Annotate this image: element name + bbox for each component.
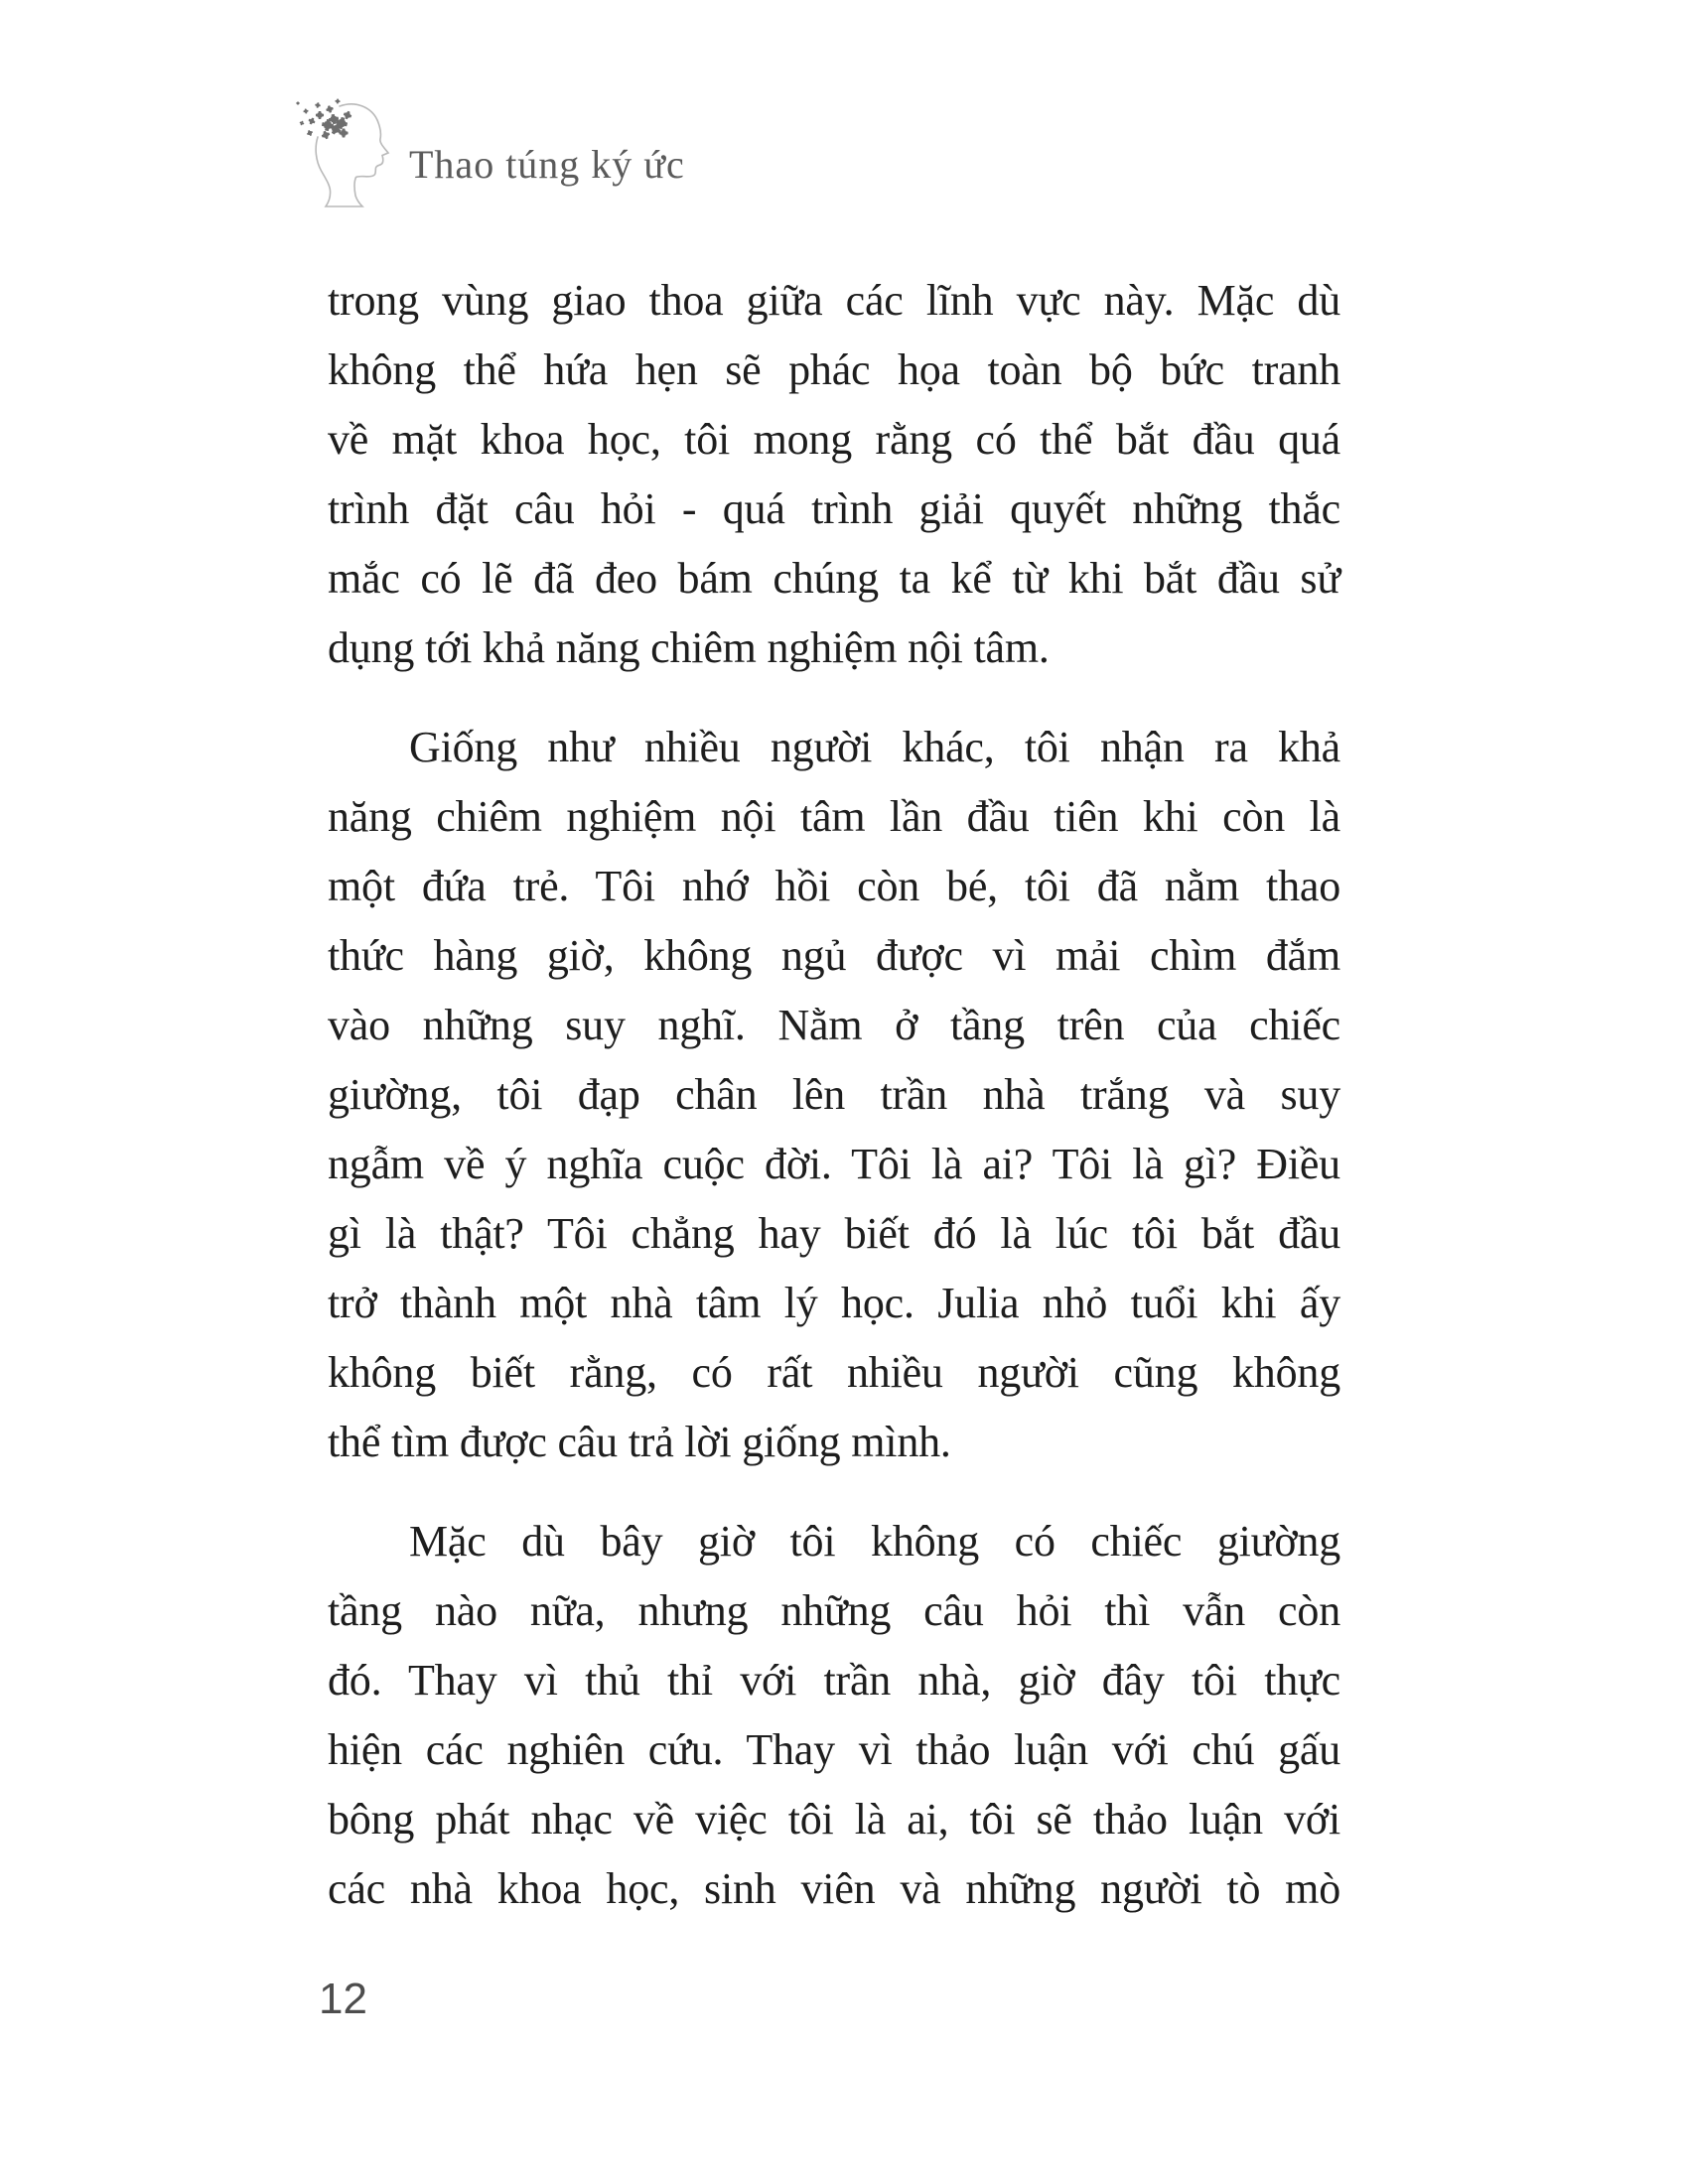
paragraph	[328, 266, 1340, 683]
text-line: một đứa trẻ. Tôi nhớ hồi còn bé, tôi đã nằm thao	[328, 862, 1340, 910]
text-line: mắc có lẽ đã đeo bám chúng ta kể từ khi bắt đầu sử	[328, 554, 1340, 603]
text-line: trở thành một nhà tâm lý học. Julia nhỏ tuổi khi ấy	[328, 1279, 1340, 1327]
running-header-book-title: Thao túng ký ức	[409, 142, 685, 187]
paragraph	[328, 1507, 1340, 1924]
paragraph	[328, 713, 1340, 1477]
text-line: Mặc dù bây giờ tôi không có chiếc giường	[409, 1517, 1340, 1566]
text-line: không biết rằng, có rất nhiều người cũng không	[328, 1348, 1340, 1397]
page-number: 12	[319, 1975, 367, 2023]
body-text	[328, 266, 1340, 1924]
text-line: không thể hứa hẹn sẽ phác họa toàn bộ bức tranh	[328, 345, 1340, 394]
head-puzzle-logo	[290, 93, 407, 212]
text-line: đó. Thay vì thủ thỉ với trần nhà, giờ đây tôi thực	[328, 1656, 1340, 1705]
text-line: ngẫm về ý nghĩa cuộc đời. Tôi là ai? Tôi là gì? Điều	[328, 1140, 1340, 1188]
text-line: bông phát nhạc về việc tôi là ai, tôi sẽ thảo luận với	[328, 1795, 1340, 1843]
text-line: thức hàng giờ, không ngủ được vì mải chìm đắm	[328, 931, 1340, 980]
text-line: vào những suy nghĩ. Nằm ở tầng trên của chiếc	[328, 1001, 1340, 1049]
text-line: tầng nào nữa, nhưng những câu hỏi thì vẫn còn	[328, 1586, 1340, 1635]
text-line: năng chiêm nghiệm nội tâm lần đầu tiên khi còn là	[328, 792, 1340, 841]
text-line: thể tìm được câu trả lời giống mình.	[328, 1418, 951, 1466]
head-profile-outline	[316, 104, 388, 206]
text-line: dụng tới khả năng chiêm nghiệm nội tâm.	[328, 623, 1050, 672]
text-line: hiện các nghiên cứu. Thay vì thảo luận với chú gấu	[328, 1725, 1340, 1774]
text-line: trình đặt câu hỏi - quá trình giải quyết những thắc	[328, 484, 1340, 533]
text-line: gì là thật? Tôi chẳng hay biết đó là lúc tôi bắt đầu	[328, 1209, 1340, 1258]
text-line: các nhà khoa học, sinh viên và những người tò mò	[328, 1864, 1340, 1913]
text-line: Giống như nhiều người khác, tôi nhận ra khả	[409, 723, 1340, 771]
text-line: về mặt khoa học, tôi mong rằng có thể bắt đầu quá	[328, 415, 1340, 464]
text-line: giường, tôi đạp chân lên trần nhà trắng và suy	[328, 1070, 1340, 1119]
text-line: trong vùng giao thoa giữa các lĩnh vực này. Mặc dù	[328, 276, 1340, 325]
